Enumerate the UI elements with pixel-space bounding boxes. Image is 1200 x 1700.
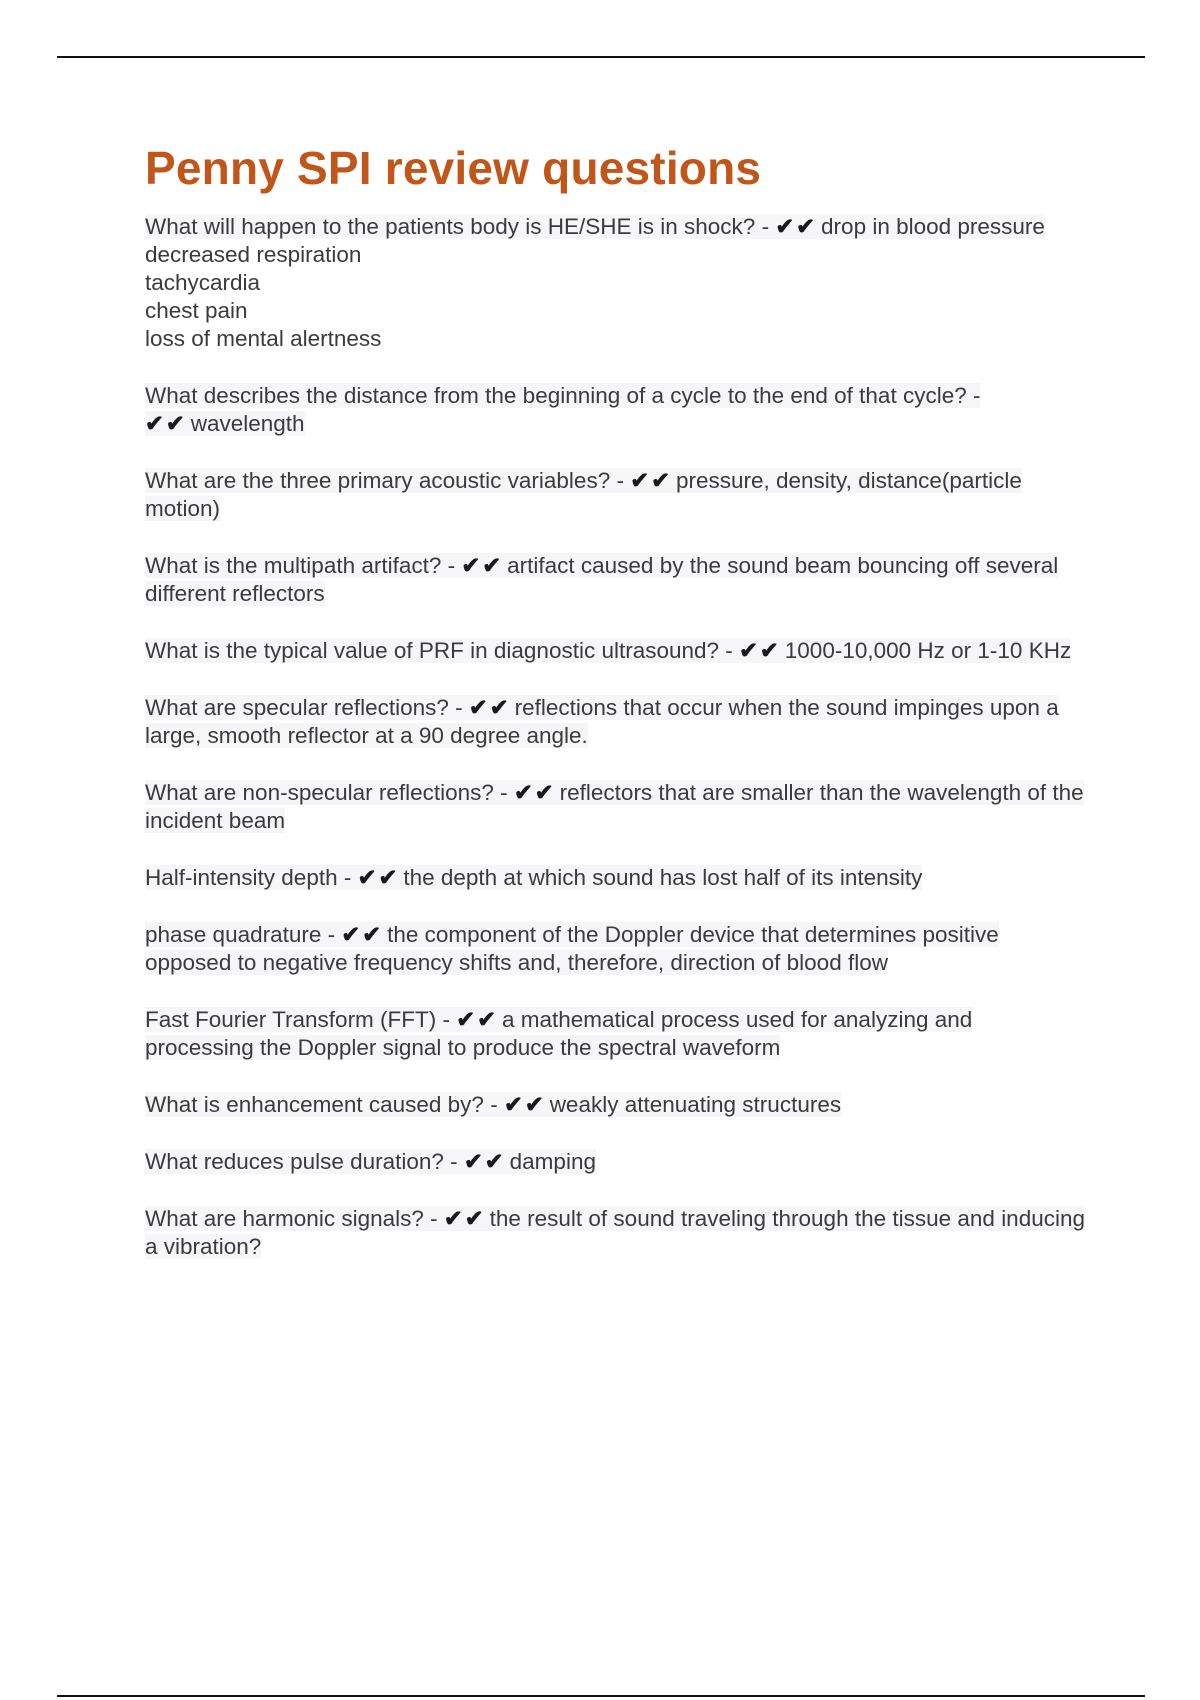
answer-line: loss of mental alertness bbox=[145, 325, 382, 351]
double-check-icon: ✔✔ bbox=[456, 1006, 498, 1032]
double-check-icon: ✔✔ bbox=[775, 213, 818, 239]
qa-item bbox=[145, 213, 1085, 353]
double-check-icon: ✔✔ bbox=[630, 467, 672, 493]
qa-list bbox=[145, 213, 1085, 1261]
qa-text bbox=[145, 638, 1071, 663]
question-text: What are non-specular reflections? - bbox=[145, 779, 508, 805]
qa-text bbox=[145, 1149, 596, 1174]
question-text: What will happen to the patients body is HE/SHE is in shock? - bbox=[145, 213, 770, 239]
qa-item bbox=[145, 694, 1085, 750]
qa-text bbox=[145, 553, 1058, 606]
qa-text bbox=[145, 214, 1045, 239]
answer-text: drop in blood pressure bbox=[821, 213, 1045, 239]
qa-item bbox=[145, 467, 1085, 523]
question-text: What reduces pulse duration? - bbox=[145, 1148, 458, 1174]
document-body bbox=[145, 142, 1085, 1290]
qa-item bbox=[145, 382, 1085, 438]
bottom-rule bbox=[57, 1695, 1145, 1697]
double-check-icon: ✔✔ bbox=[513, 779, 556, 805]
double-check-icon: ✔✔ bbox=[461, 552, 504, 578]
qa-text bbox=[145, 780, 1084, 833]
answer-text: reflections that occur when the sound impinges upon a large, smooth reflector at a 90 degree angle. bbox=[145, 694, 1059, 748]
double-check-icon: ✔✔ bbox=[468, 694, 511, 720]
qa-text bbox=[145, 383, 980, 436]
answer-text: a mathematical process used for analyzing and processing the Doppler signal to produce the spectral waveform bbox=[145, 1006, 973, 1060]
answer-text: 1000-10,000 Hz or 1-10 KHz bbox=[784, 637, 1072, 663]
question-text: What are harmonic signals? - bbox=[145, 1205, 438, 1231]
qa-item bbox=[145, 1091, 1085, 1119]
question-text: What are the three primary acoustic variables? - bbox=[145, 467, 624, 493]
double-check-icon: ✔✔ bbox=[443, 1205, 486, 1231]
answer-text: the component of the Doppler device that determines positive opposed to negative frequency shifts and, therefore, direction of blood flow bbox=[145, 921, 999, 975]
qa-item bbox=[145, 779, 1085, 835]
qa-text bbox=[145, 695, 1059, 748]
qa-item bbox=[145, 1148, 1085, 1176]
double-check-icon: ✔✔ bbox=[357, 864, 400, 890]
question-text: What is the multipath artifact? - bbox=[145, 552, 456, 578]
question-text: phase quadrature - bbox=[145, 921, 336, 947]
qa-item bbox=[145, 552, 1085, 608]
qa-text bbox=[145, 865, 922, 890]
double-check-icon: ✔✔ bbox=[145, 410, 187, 436]
answer-line: chest pain bbox=[145, 297, 248, 323]
qa-text bbox=[145, 1007, 972, 1060]
answer-text: the depth at which sound has lost half of its intensity bbox=[403, 864, 923, 890]
qa-text bbox=[145, 1206, 1085, 1259]
question-text: What describes the distance from the beginning of a cycle to the end of that cycle? - bbox=[145, 382, 981, 408]
qa-text bbox=[145, 1092, 841, 1117]
qa-item bbox=[145, 864, 1085, 892]
qa-item bbox=[145, 637, 1085, 665]
double-check-icon: ✔✔ bbox=[739, 637, 781, 663]
answer-text: weakly attenuating structures bbox=[549, 1091, 842, 1117]
qa-text bbox=[145, 922, 999, 975]
double-check-icon: ✔✔ bbox=[341, 921, 384, 947]
document-title: Penny SPI review questions bbox=[145, 142, 762, 194]
answer-text: artifact caused by the sound beam bouncing off several different reflectors bbox=[145, 552, 1059, 606]
question-text: Half-intensity depth - bbox=[145, 864, 352, 890]
top-rule bbox=[57, 56, 1145, 58]
answer-text: damping bbox=[509, 1148, 596, 1174]
double-check-icon: ✔✔ bbox=[463, 1148, 506, 1174]
answer-line: tachycardia bbox=[145, 269, 261, 295]
question-text: What are specular reflections? - bbox=[145, 694, 463, 720]
answer-text: reflectors that are smaller than the wavelength of the incident beam bbox=[145, 779, 1084, 833]
answer-text: pressure, density, distance(particle motion) bbox=[145, 467, 1022, 521]
qa-item bbox=[145, 921, 1085, 977]
qa-item bbox=[145, 1006, 1085, 1062]
answer-text: wavelength bbox=[190, 410, 305, 436]
question-text: Fast Fourier Transform (FFT) - bbox=[145, 1006, 451, 1032]
answer-line: decreased respiration bbox=[145, 241, 362, 267]
double-check-icon: ✔✔ bbox=[503, 1091, 546, 1117]
question-text: What is the typical value of PRF in diagnostic ultrasound? - bbox=[145, 637, 733, 663]
question-text: What is enhancement caused by? - bbox=[145, 1091, 498, 1117]
qa-item bbox=[145, 1205, 1085, 1261]
qa-text bbox=[145, 468, 1022, 521]
answer-text: the result of sound traveling through the tissue and inducing a vibration? bbox=[145, 1205, 1086, 1259]
